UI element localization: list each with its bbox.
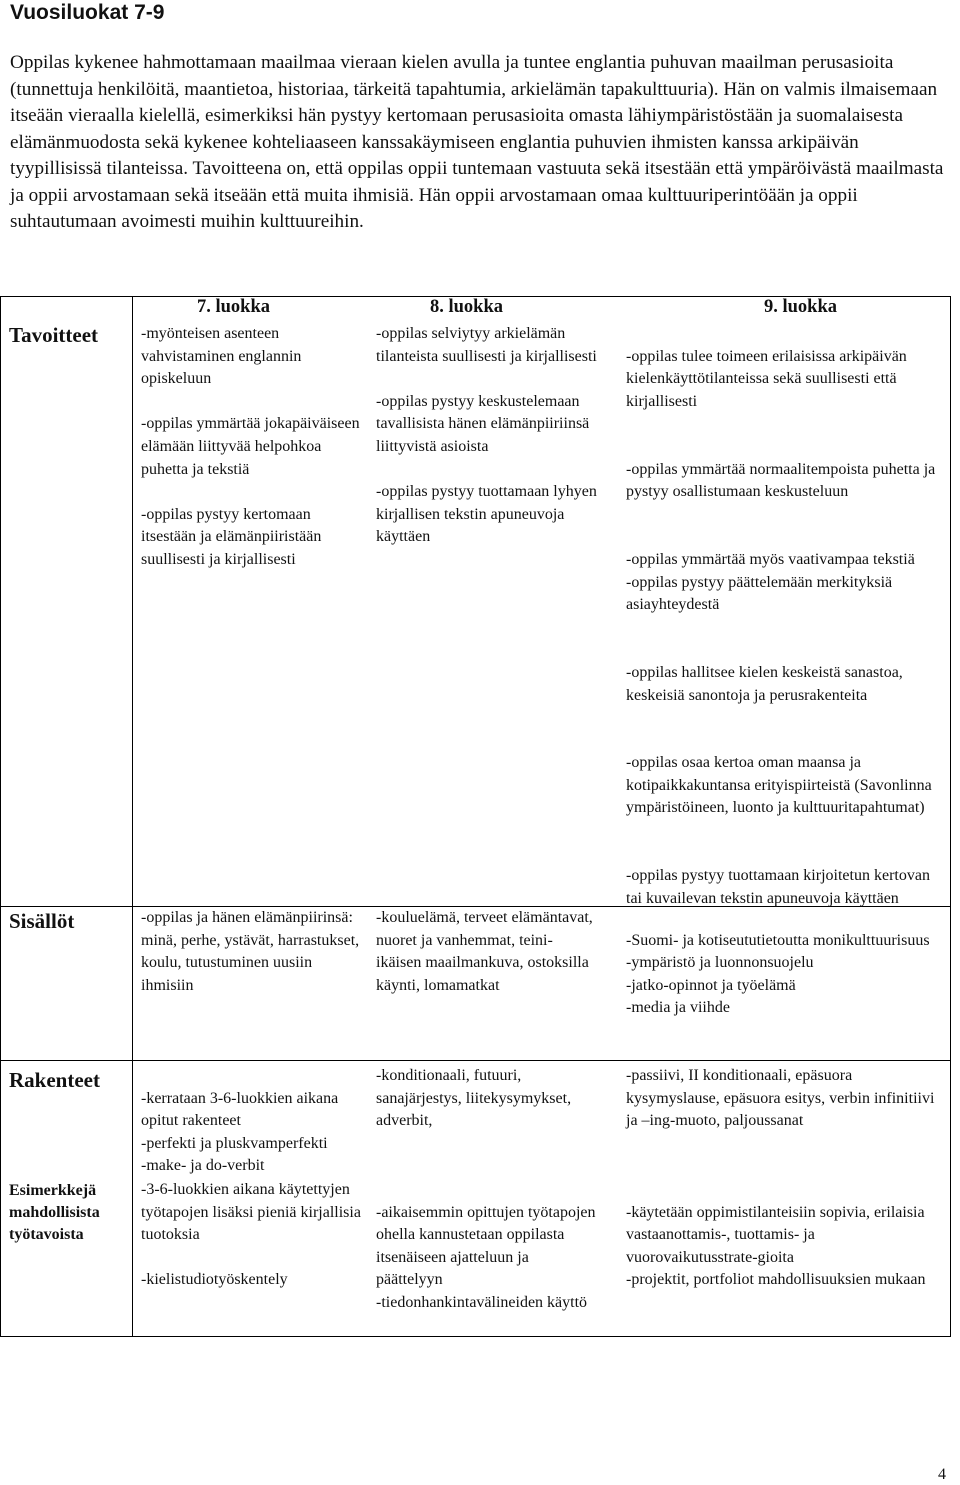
tavoitteet-8 xyxy=(376,323,614,549)
cell-paragraph: -oppilas pystyy keskustelemaan tavallisista hänen elämänpiiriinsä liittyvistä asioista xyxy=(376,392,590,455)
cell-paragraph: -passiivi, II konditionaali, epäsuora kysymyslause, epäsuora esitys, verbin infinitiivi ja –ing-muoto, paljoussanat xyxy=(626,1067,935,1130)
page-number: 4 xyxy=(938,1466,946,1483)
tyotavat-8 xyxy=(376,1179,596,1337)
tavoitteet-9 xyxy=(626,323,936,933)
row-divider xyxy=(1,1060,950,1061)
column-divider xyxy=(132,297,133,1336)
sisallot-8 xyxy=(376,907,596,997)
cell-paragraph: -käytetään oppimistilanteisiin sopivia, erilaisia vastaanottamis-, tuottamis- ja vuorovaikutusstrate-gioita -projektit, portfoliot mahdollisuuksien mukaan xyxy=(626,1203,926,1289)
cell-paragraph: -oppilas tulee toimeen erilaisissa arkipäivän kielenkäyttötilanteissa sekä suullisesti että kirjallisesti xyxy=(626,347,907,410)
cell-paragraph: -konditionaali, futuuri, sanajärjestys, liitekysymykset, adverbit, xyxy=(376,1067,572,1130)
rakenteet-8 xyxy=(376,1065,596,1133)
column-header-8: 8. luokka xyxy=(430,297,504,317)
cell-paragraph: -oppilas selviytyy arkielämän tilanteista suullisesti ja kirjallisesti xyxy=(376,325,597,365)
cell-paragraph: -3-6-luokkien aikana käytettyjen työtapojen lisäksi pieniä kirjallisia tuotoksia xyxy=(141,1181,361,1244)
cell-paragraph: -myönteisen asenteen vahvistaminen englannin opiskeluun xyxy=(141,325,302,388)
cell-paragraph: -oppilas pystyy tuottamaan kirjoitetun kertovan tai kuvailevan tekstin apuneuvoja käyttäen xyxy=(626,867,930,907)
cell-paragraph: -aikaisemmin opittujen työtapojen ohella kannustetaan oppilasta itsenäiseen ajatteluun ja päättelyyn -tiedonhankintavälineiden käyttö xyxy=(376,1203,596,1311)
tyotavat-9 xyxy=(626,1179,936,1315)
cell-paragraph: -Suomi- ja kotiseututietoutta monikulttuurisuus -ympäristö ja luonnonsuojelu -jatko-opinnot ja työelämä -media ja viihde xyxy=(626,931,930,1017)
cell-paragraph: -oppilas ymmärtää normaalitempoista puhetta ja pystyy osallistumaan keskusteluun xyxy=(626,460,936,501)
cell-paragraph: -oppilas pystyy tuottamaan lyhyen kirjallisen tekstin apuneuvoja käyttäen xyxy=(376,483,597,546)
cell-paragraph: -kouluelämä, terveet elämäntavat, nuoret ja vanhemmat, teini-ikäisen maailmankuva, ostoksilla käynti, lomamatkat xyxy=(376,909,593,994)
intro-paragraph: Oppilas kykenee hahmottamaan maailmaa vieraan kielen avulla ja tuntee englantia puhuvan maailman perusasioita (tunnettuja henkilöitä, maantietoa, historiaa, tärkeitä tapahtumia, arkielämän tapakulttuuria). Hän on valmis ilmaisemaan itseään vieraalla kielellä, esimerkiksi hän pystyy kertomaan perusasioita omasta lähiympäristöstään ja suomalaisesta elämänmuodosta sekä kykenee kohteliaaseen kanssakäymiseen englantia puhuvien ihmisten kanssa arkipäivän tyypillisissä tilanteissa. Tavoitteena on, että oppilas oppii tuntemaan vastuuta sekä itsestään että ympäröivästä maailmasta ja oppii arvostamaan sekä itseään että muita ihmisiä. Hän oppii arvostamaan omaa kulttuuriperintöään ja oppii suhtautumaan avoimesti muihin kulttuureihin. xyxy=(10,52,944,232)
row-label-tyotavat: Esimerkkejä mahdollisista työtavoista xyxy=(9,1182,100,1243)
curriculum-table xyxy=(0,296,951,1337)
sisallot-7 xyxy=(141,907,363,997)
cell-paragraph: -oppilas ja hänen elämänpiirinsä: minä, perhe, ystävät, harrastukset, koulu, tutustuminen uusiin ihmisiin xyxy=(141,909,360,994)
cell-paragraph: -oppilas osaa kertoa oman maansa ja kotipaikkakuntansa erityispiirteistä (Savonlinna ympäristöineen, luonto ja kulttuuritapahtumat) xyxy=(626,754,932,817)
row-label-rakenteet: Rakenteet xyxy=(9,1068,100,1092)
cell-paragraph: -oppilas pystyy kertomaan itsestään ja elämänpiiristään suullisesti ja kirjallisesti xyxy=(141,505,322,568)
column-header-7: 7. luokka xyxy=(197,297,271,317)
page-heading: Vuosiluokat 7-9 xyxy=(10,1,165,24)
cell-paragraph: -kielistudiotyöskentely xyxy=(141,1271,288,1289)
sisallot-9 xyxy=(626,907,936,1043)
cell-paragraph: -oppilas ymmärtää jokapäiväiseen elämään liittyvää helpohkoa puhetta ja tekstiä xyxy=(141,415,360,478)
row-label-tavoitteet: Tavoitteet xyxy=(9,323,99,347)
tavoitteet-7 xyxy=(141,323,363,572)
column-header-9: 9. luokka xyxy=(764,297,838,317)
cell-paragraph: -oppilas hallitsee kielen keskeistä sanastoa, keskeisiä sanontoja ja perusrakenteita xyxy=(626,663,903,704)
cell-paragraph: -oppilas ymmärtää myös vaativampaa tekstiä -oppilas pystyy päättelemään merkityksiä asiayhteydestä xyxy=(626,550,915,614)
row-label-sisallot: Sisällöt xyxy=(9,909,75,933)
tyotavat-7 xyxy=(141,1179,363,1292)
cell-paragraph: -kerrataan 3-6-luokkien aikana opitut rakenteet -perfekti ja pluskvamperfekti -make- ja do-verbit xyxy=(141,1089,339,1175)
rakenteet-9 xyxy=(626,1065,936,1133)
